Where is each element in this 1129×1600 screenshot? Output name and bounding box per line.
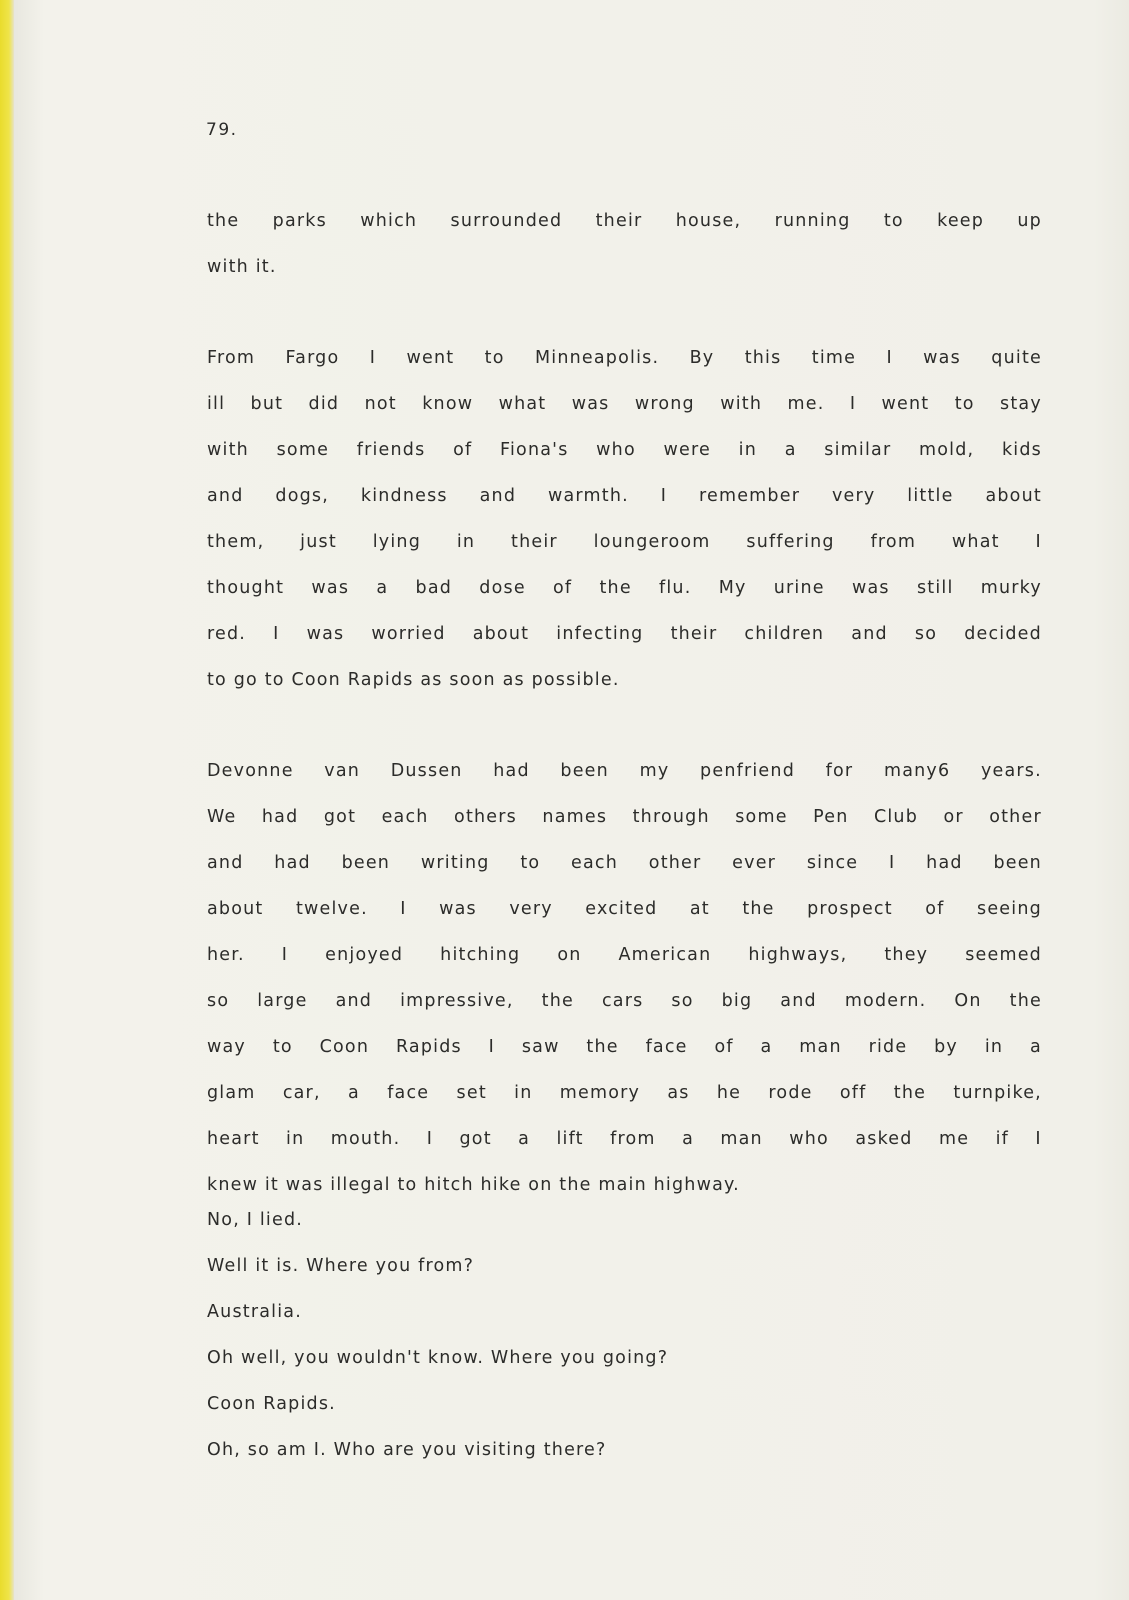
text-line: with it.: [207, 257, 277, 277]
text-line: Australia.: [207, 1302, 302, 1322]
text-line: glam car, a face set in memory as he rode off the turnpike,: [207, 1083, 1042, 1103]
text-line: to go to Coon Rapids as soon as possible.: [207, 670, 620, 690]
text-line: her. I enjoyed hitching on American highways, they seemed: [207, 945, 1042, 965]
text-line: Oh, so am I. Who are you visiting there?: [207, 1440, 607, 1460]
text-line: We had got each others names through some Pen Club or other: [207, 807, 1042, 827]
text-line: knew it was illegal to hitch hike on the main highway.: [207, 1175, 740, 1195]
text-line: and dogs, kindness and warmth. I remember very little about: [207, 486, 1042, 506]
text-line: way to Coon Rapids I saw the face of a man ride by in a: [207, 1037, 1042, 1057]
text-line: red. I was worried about infecting their children and so decided: [207, 624, 1042, 644]
text-line: with some friends of Fiona's who were in a similar mold, kids: [207, 440, 1042, 460]
text-line: Well it is. Where you from?: [207, 1256, 475, 1276]
text-line: them, just lying in their loungeroom suffering from what I: [207, 532, 1042, 552]
text-line: ill but did not know what was wrong with me. I went to stay: [207, 394, 1042, 414]
text-line: about twelve. I was very excited at the prospect of seeing: [207, 899, 1042, 919]
text-line: Devonne van Dussen had been my penfriend for many6 years.: [207, 761, 1042, 781]
text-line: From Fargo I went to Minneapolis. By this time I was quite: [207, 348, 1042, 368]
text-line: No, I lied.: [207, 1210, 304, 1230]
text-line: the parks which surrounded their house, running to keep up: [207, 211, 1042, 231]
text-line: Oh well, you wouldn't know. Where you going?: [207, 1348, 669, 1368]
text-line: heart in mouth. I got a lift from a man who asked me if I: [207, 1129, 1042, 1149]
text-line: so large and impressive, the cars so big and modern. On the: [207, 991, 1042, 1011]
yellow-binding-edge: [0, 0, 14, 1600]
text-line: thought was a bad dose of the flu. My urine was still murky: [207, 578, 1042, 598]
text-line: Coon Rapids.: [207, 1394, 336, 1414]
page-number: 79.: [206, 120, 238, 140]
text-line: and had been writing to each other ever since I had been: [207, 853, 1042, 873]
